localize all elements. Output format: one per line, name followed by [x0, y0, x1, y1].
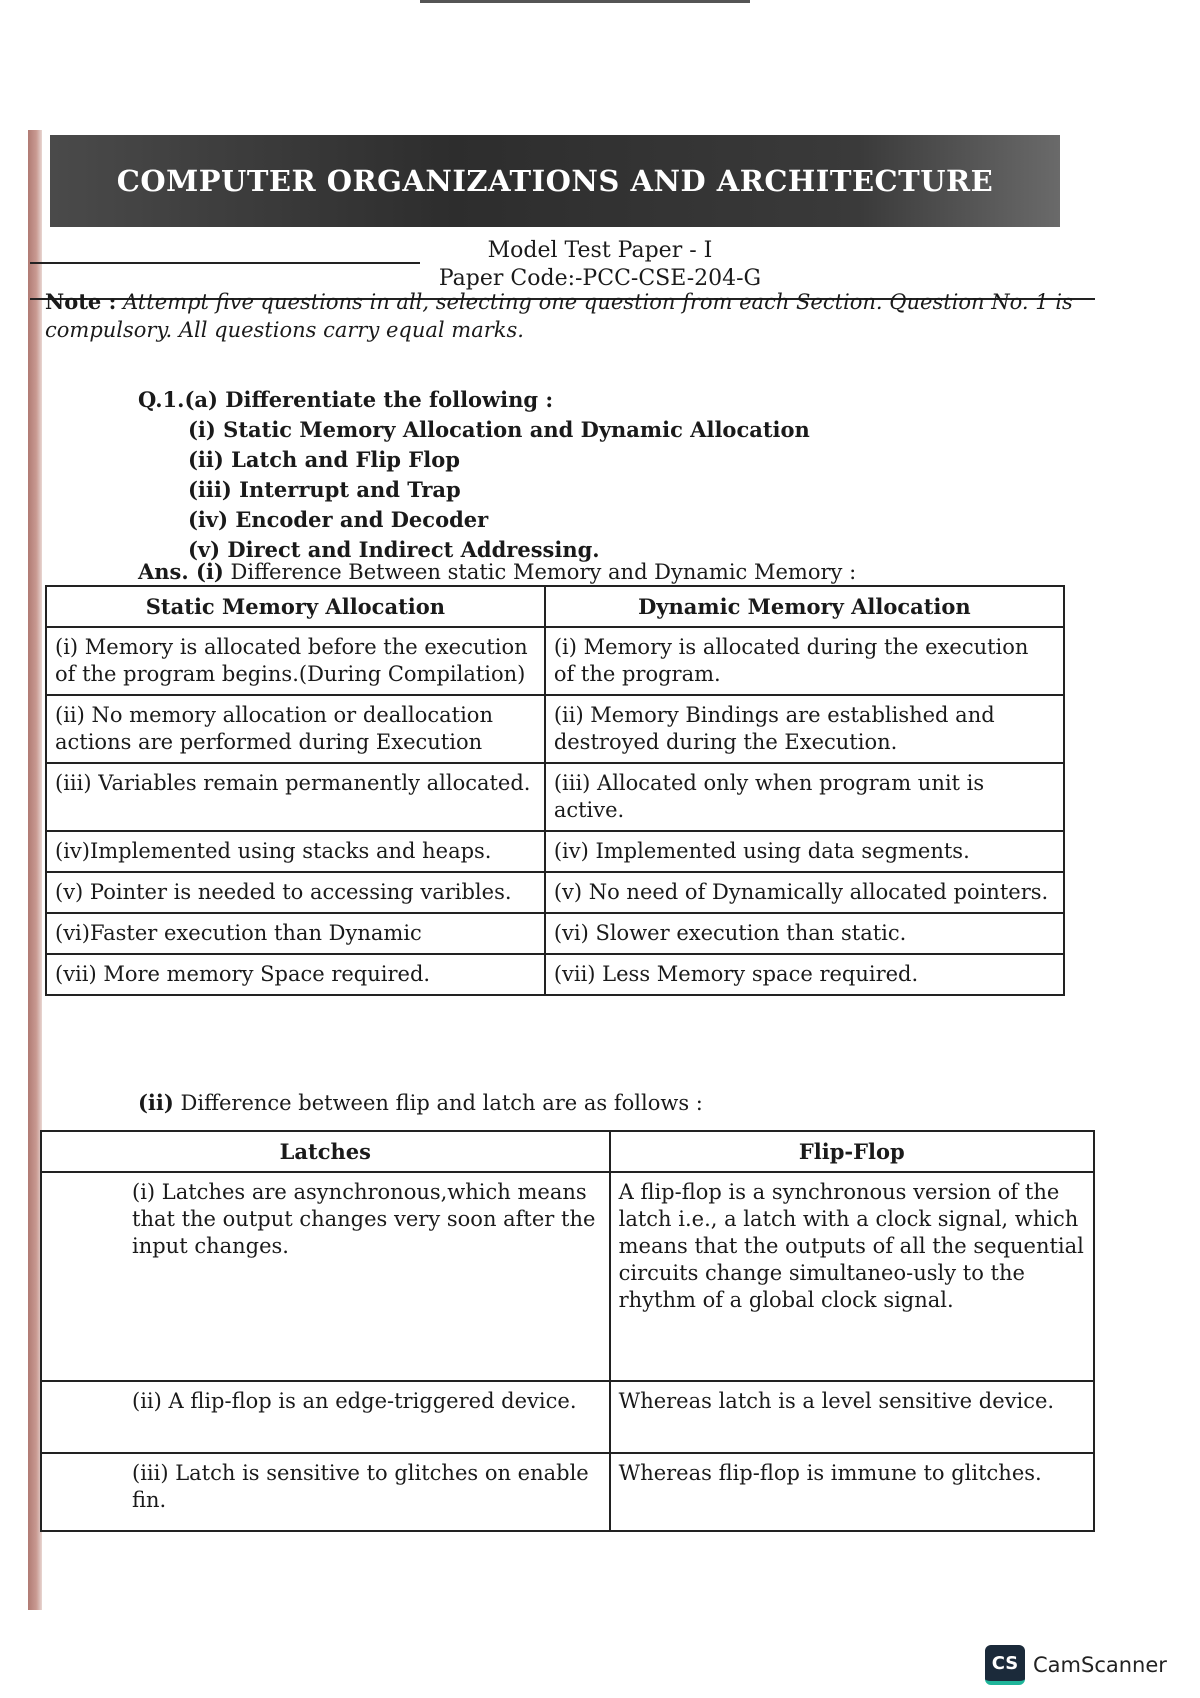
table-row	[46, 954, 1064, 995]
camscanner-watermark	[985, 1645, 1167, 1685]
table-cell: (iii) Latch is sensitive to glitches on enable fin.	[41, 1453, 610, 1531]
table-header-row	[46, 586, 1064, 627]
answer-heading	[138, 558, 856, 586]
section-text: Difference between flip and latch are as follows :	[180, 1091, 703, 1115]
answer-text: Difference Between static Memory and Dynamic Memory :	[230, 560, 857, 584]
table-cell: (vii) More memory Space required.	[46, 954, 545, 995]
note-text: Attempt five questions in all, selecting one question from each Section. Question No. 1 is compulsory. All questions carry equal marks.	[45, 290, 1073, 342]
table-row	[41, 1172, 1094, 1381]
table-row	[46, 872, 1064, 913]
table-cell: (ii) A flip-flop is an edge-triggered device.	[41, 1381, 610, 1453]
camscanner-logo: CS	[985, 1645, 1025, 1685]
table-cell: Whereas flip-flop is immune to glitches.	[610, 1453, 1094, 1531]
paper-code: Paper Code:-PCC-CSE-204-G	[438, 266, 762, 291]
table-cell: (v) Pointer is needed to accessing varibles.	[46, 872, 545, 913]
table-cell: A flip-flop is a synchronous version of the latch i.e., a latch with a clock signal, which means that the outputs of all the sequential circuits change simultaneo-usly to the rhythm of a global clock signal.	[610, 1172, 1094, 1381]
paper-title: Model Test Paper - I	[487, 238, 713, 263]
question-title: Q.1.(a) Differentiate the following :	[138, 387, 554, 412]
latch-flipflop-table	[40, 1130, 1095, 1532]
table-cell: (vii) Less Memory space required.	[545, 954, 1064, 995]
table-row	[46, 627, 1064, 695]
table-cell: (i) Memory is allocated during the execution of the program.	[545, 627, 1064, 695]
section-label: (ii)	[138, 1090, 174, 1115]
column-header: Flip-Flop	[610, 1131, 1094, 1172]
top-edge-line	[420, 0, 750, 3]
table-row	[46, 913, 1064, 954]
camscanner-brand: CamScanner	[1033, 1653, 1167, 1677]
table-row	[46, 831, 1064, 872]
table-cell: (vi) Slower execution than static.	[545, 913, 1064, 954]
question-block	[138, 385, 810, 565]
table-row	[41, 1453, 1094, 1531]
question-item: (iii) Interrupt and Trap	[188, 477, 461, 502]
column-header: Static Memory Allocation	[46, 586, 545, 627]
table-cell: (v) No need of Dynamically allocated pointers.	[545, 872, 1064, 913]
table-cell: (iv)Implemented using stacks and heaps.	[46, 831, 545, 872]
table-cell: (ii) Memory Bindings are established and destroyed during the Execution.	[545, 695, 1064, 763]
table-cell: (i) Latches are asynchronous,which means that the output changes very soon after the input changes.	[41, 1172, 610, 1381]
document-title: COMPUTER ORGANIZATIONS AND ARCHITECTURE	[116, 164, 994, 198]
memory-allocation-table	[45, 585, 1065, 996]
table-cell: Whereas latch is a level sensitive device.	[610, 1381, 1094, 1453]
table-row	[41, 1381, 1094, 1453]
section-heading	[138, 1090, 703, 1115]
question-item: (iv) Encoder and Decoder	[188, 507, 489, 532]
column-header: Latches	[41, 1131, 610, 1172]
table-cell: (iii) Allocated only when program unit is active.	[545, 763, 1064, 831]
question-item: (v) Direct and Indirect Addressing.	[188, 537, 600, 562]
table-row	[46, 763, 1064, 831]
question-item: (i) Static Memory Allocation and Dynamic Allocation	[188, 417, 810, 442]
table-header-row	[41, 1131, 1094, 1172]
table-cell: (ii) No memory allocation or deallocation actions are performed during Execution	[46, 695, 545, 763]
table-cell: (vi)Faster execution than Dynamic	[46, 913, 545, 954]
title-banner	[50, 135, 1060, 227]
column-header: Dynamic Memory Allocation	[545, 586, 1064, 627]
instructions-note	[45, 288, 1075, 344]
table-cell: (iii) Variables remain permanently allocated.	[46, 763, 545, 831]
question-item: (ii) Latch and Flip Flop	[188, 447, 460, 472]
table-cell: (i) Memory is allocated before the execution of the program begins.(During Compilation)	[46, 627, 545, 695]
note-label: Note :	[45, 289, 117, 314]
divider-left	[30, 262, 420, 264]
table-row	[46, 695, 1064, 763]
table-cell: (iv) Implemented using data segments.	[545, 831, 1064, 872]
answer-label: Ans. (i)	[138, 559, 224, 584]
